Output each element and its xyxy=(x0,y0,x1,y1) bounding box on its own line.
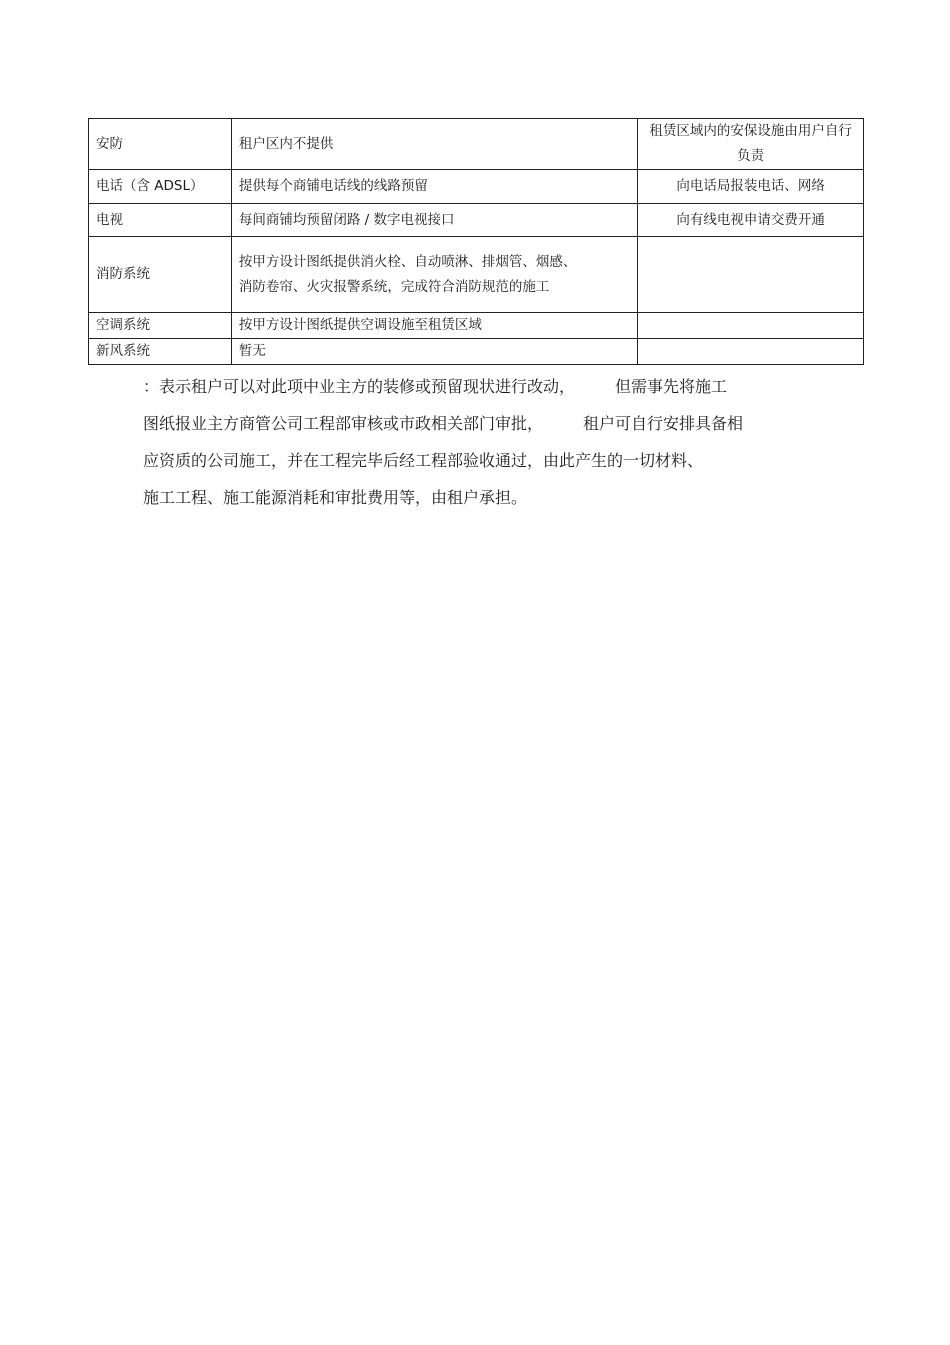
note-paragraph xyxy=(143,368,823,516)
tenant-cell xyxy=(638,237,864,313)
provision-cell: 提供每个商铺电话线的线路预留 xyxy=(231,170,637,204)
table-row xyxy=(89,204,864,237)
tenant-cell xyxy=(638,339,864,365)
item-cell: 新风系统 xyxy=(89,339,232,365)
tenant-cell: 租赁区域内的安保设施由用户自行负责 xyxy=(638,119,864,170)
table-row xyxy=(89,119,864,170)
provision-cell: 租户区内不提供 xyxy=(231,119,637,170)
note-text: 但需事先将施工 xyxy=(615,377,728,396)
provision-cell: 暂无 xyxy=(231,339,637,365)
tenant-cell: 向有线电视申请交费开通 xyxy=(638,204,864,237)
note-line: 施工工程、施工能源消耗和审批费用等，由租户承担。 xyxy=(143,488,528,507)
item-cell: 电话（含 ADSL） xyxy=(89,170,232,204)
table-row xyxy=(89,313,864,339)
table-row xyxy=(89,339,864,365)
note-line xyxy=(143,368,823,405)
table-row xyxy=(89,237,864,313)
item-cell: 消防系统 xyxy=(89,237,232,313)
tenant-cell: 向电话局报装电话、网络 xyxy=(638,170,864,204)
note-text: 租户可自行安排具备相 xyxy=(583,414,744,433)
note-text: ：表示租户可以对此项中业主方的装修或预留现状进行改动， xyxy=(143,377,576,396)
note-line xyxy=(143,405,823,442)
note-line: 应资质的公司施工，并在工程完毕后经工程部验收通过，由此产生的一切材料、 xyxy=(143,451,704,470)
item-cell: 电视 xyxy=(89,204,232,237)
facilities-table xyxy=(88,118,864,365)
note-text: 图纸报业主方商管公司工程部审核或市政相关部门审批， xyxy=(143,414,544,433)
provision-cell: 每间商铺均预留闭路 / 数字电视接口 xyxy=(231,204,637,237)
item-cell: 安防 xyxy=(89,119,232,170)
item-cell: 空调系统 xyxy=(89,313,232,339)
table-row xyxy=(89,170,864,204)
tenant-cell xyxy=(638,313,864,339)
provision-cell: 按甲方设计图纸提供消火栓、自动喷淋、排烟管、烟感、消防卷帘、火灾报警系统，完成符合消防规范的施工 xyxy=(231,237,637,313)
provision-cell: 按甲方设计图纸提供空调设施至租赁区域 xyxy=(231,313,637,339)
